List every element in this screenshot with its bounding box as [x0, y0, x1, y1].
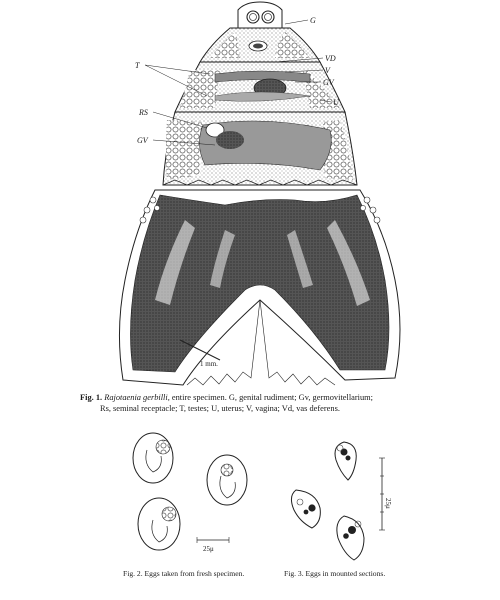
tapeworm-drawing — [95, 0, 425, 395]
label-gv-top: GV — [323, 78, 334, 87]
segment-1 — [200, 28, 320, 62]
figure-3-caption: Fig. 3. Eggs in mounted sections. — [284, 569, 386, 578]
label-gv-mid: GV — [137, 136, 148, 145]
caption-text-line1: , entire specimen. G, genital rudiment; Gv, germovitellarium; — [167, 393, 374, 402]
figure-1-illustration — [95, 0, 425, 395]
label-u: U — [333, 98, 339, 107]
label-vd: VD — [325, 54, 336, 63]
mounted-eggs-drawing — [282, 438, 402, 566]
fresh-eggs-drawing — [125, 428, 265, 560]
label-v: V — [325, 66, 330, 75]
label-g: G — [310, 16, 316, 25]
caption-fig-no: Fig. 1. — [80, 393, 103, 402]
segment-2 — [175, 62, 345, 112]
segment-3 — [163, 112, 357, 185]
egg-2 — [207, 455, 247, 505]
scale-1mm: 1 mm. — [200, 360, 218, 368]
mounted-egg-1 — [335, 442, 356, 480]
mounted-egg-2 — [291, 490, 320, 528]
figure-2-caption: Fig. 2. Eggs taken from fresh specimen. — [123, 569, 245, 578]
figure-2-illustration — [125, 428, 265, 560]
terminal-segment — [119, 190, 400, 385]
scale-25u-fig3: 25μ — [384, 498, 392, 509]
caption-species: Rajotaenia gerbilli — [104, 393, 168, 402]
figure-1-caption — [80, 392, 485, 414]
label-t: T — [135, 61, 140, 70]
egg-1 — [133, 433, 173, 483]
figure-3-illustration — [282, 438, 402, 566]
mounted-egg-3 — [337, 516, 364, 560]
label-rs: RS — [139, 108, 148, 117]
caption-line-1 — [80, 392, 485, 403]
caption-line-2: Rs, seminal receptacle; T, testes; U, uterus; V, vagina; Vd, vas deferens. — [100, 404, 340, 413]
scale-25u-fig2: 25μ — [203, 545, 214, 553]
scolex — [238, 2, 282, 28]
